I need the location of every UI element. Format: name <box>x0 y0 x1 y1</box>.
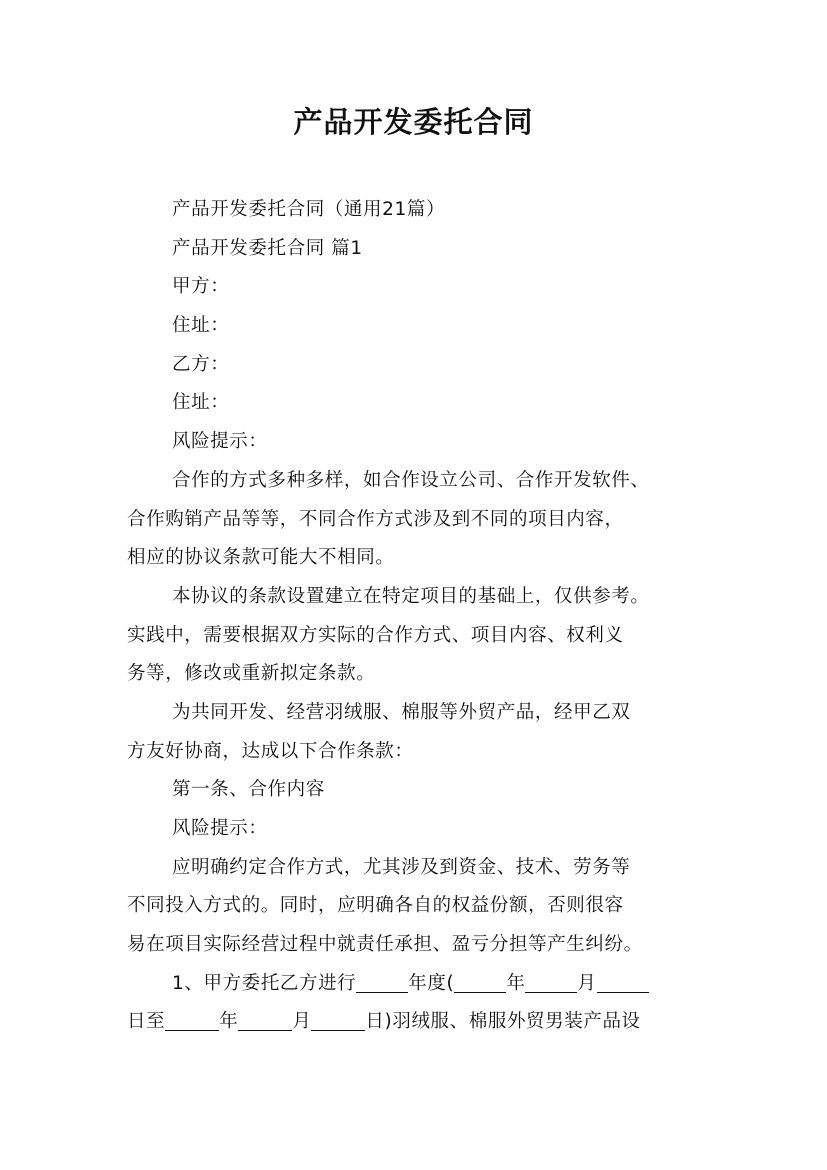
clause-text: 日)羽绒服、棉服外贸男装产品设 <box>365 1011 641 1033</box>
clause-text: 1、甲方委托乙方进行 <box>172 972 357 994</box>
paragraph-line: 合作的方式多种多样，如合作设立公司、合作开发软件、 <box>172 469 650 491</box>
blank-field <box>165 1010 219 1031</box>
blank-field <box>454 972 506 993</box>
party-b-address-label: 住址： <box>172 392 230 414</box>
blank-field <box>238 1010 292 1031</box>
blank-field <box>311 1010 365 1031</box>
party-a-address-label: 住址： <box>172 315 230 337</box>
clause-line <box>127 1003 712 1042</box>
paragraph-line: 合作购销产品等等，不同合作方式涉及到不同的项目内容， <box>127 508 624 530</box>
subtitle-line: 产品开发委托合同（通用21篇） <box>172 199 446 220</box>
clause-text: 月 <box>577 972 597 994</box>
blank-field <box>597 972 649 993</box>
article-heading: 第一条、合作内容 <box>172 779 325 801</box>
blank-field <box>525 972 577 993</box>
paragraph-line: 务等，修改或重新拟定条款。 <box>127 663 376 685</box>
clause-text: 年 <box>506 972 526 994</box>
clause-text: 年度( <box>408 972 455 994</box>
party-a-label: 甲方： <box>172 276 230 298</box>
document-title: 产品开发委托合同 <box>293 105 534 139</box>
blank-field <box>356 972 408 993</box>
paragraph-line: 实践中，需要根据双方实际的合作方式、项目内容、权利义 <box>127 624 624 646</box>
clause-line <box>127 965 712 1004</box>
clause-text: 年 <box>219 1011 239 1033</box>
paragraph-line: 本协议的条款设置建立在特定项目的基础上，仅供参考。 <box>172 585 650 607</box>
paragraph-line: 相应的协议条款可能大不相同。 <box>127 547 395 569</box>
risk-notice-heading: 风险提示： <box>172 431 268 453</box>
paragraph-line: 为共同开发、经营羽绒服、棉服等外贸产品，经甲乙双 <box>172 701 631 723</box>
paragraph-line: 不同投入方式的。同时，应明确各自的权益份额，否则很容 <box>127 895 624 917</box>
clause-text: 月 <box>292 1011 312 1033</box>
clause-text: 日至 <box>127 1011 166 1033</box>
party-b-label: 乙方： <box>172 353 230 375</box>
risk-notice-heading: 风险提示： <box>172 818 268 839</box>
paragraph-line: 易在项目实际经营过程中就责任承担、盈亏分担等产生纠纷。 <box>127 934 643 956</box>
document-body <box>127 191 712 1042</box>
paragraph-line: 方友好协商，达成以下合作条款： <box>127 740 414 762</box>
section-heading: 产品开发委托合同 篇1 <box>172 237 363 259</box>
paragraph-line: 应明确约定合作方式，尤其涉及到资金、技术、劳务等 <box>172 856 631 878</box>
